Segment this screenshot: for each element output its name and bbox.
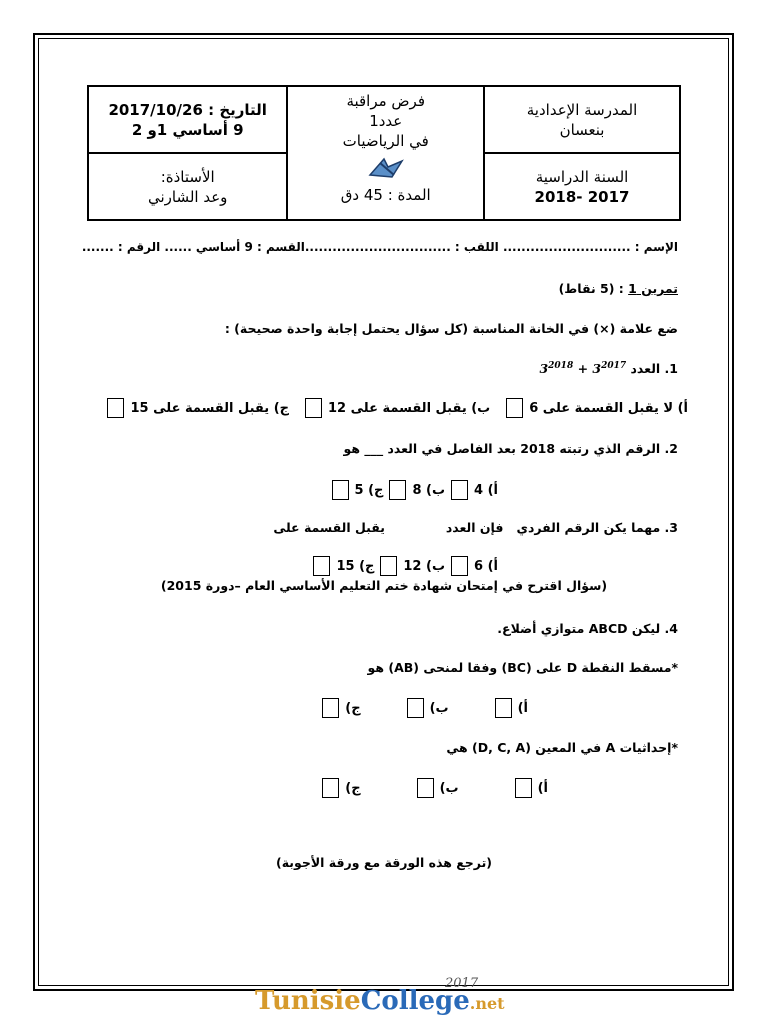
q3-checkbox-c[interactable] — [313, 556, 330, 576]
closing-note: (ترجع هذه الورقة مع ورقة الأجوبة) — [276, 855, 492, 870]
q2-options — [326, 480, 498, 500]
q1-options — [101, 398, 688, 418]
q3-option-b: ب) 12 — [403, 558, 446, 574]
q4-sub2-checkbox-b[interactable] — [417, 778, 434, 798]
q3-stem — [273, 520, 678, 535]
q3-source-note: (سؤال اقترح في إمتحان شهادة ختم التعليم الأساسي العام –دورة 2015) — [160, 578, 608, 593]
q1-stem — [539, 361, 678, 376]
watermark-year: 2017 — [445, 976, 479, 991]
date-cell — [88, 86, 287, 153]
exercise-title — [559, 281, 678, 296]
logo-icon — [292, 151, 479, 185]
q4-sub1-option-a: أ) — [517, 700, 528, 716]
q1-checkbox-b[interactable] — [305, 398, 322, 418]
q1-option-c: ج) يقبل القسمة على 15 — [130, 400, 290, 416]
q4-sub1-checkbox-c[interactable] — [322, 698, 339, 718]
exercise-points: : (5 نقاط) — [558, 281, 629, 296]
q4-sub1-option-b: ب) — [429, 700, 449, 716]
q4-sub1-option-c: ج) — [345, 700, 361, 716]
teacher-label: الأستاذة: — [160, 167, 215, 186]
exam-duration: المدة : 45 دق — [340, 186, 431, 204]
school-cell — [484, 86, 680, 153]
q2-checkbox-b[interactable] — [389, 480, 406, 500]
exercise-instruction: ضع علامة (×) في الخانة المناسبة (كل سؤال يحتمل إجابة واحدة صحيحة) : — [224, 321, 678, 336]
q4-sub2-option-a: أ) — [537, 780, 548, 796]
q2-checkbox-c[interactable] — [332, 480, 349, 500]
q2-option-c: ج) 5 — [354, 482, 384, 498]
q4-sub1-options — [316, 698, 528, 718]
year-cell — [484, 153, 680, 220]
q1-checkbox-c[interactable] — [107, 398, 124, 418]
q4-sub2-option-c: ج) — [345, 780, 361, 796]
q4-sub2-checkbox-a[interactable] — [515, 778, 532, 798]
exercise-label: تمرين 1 — [628, 281, 678, 296]
q2-option-b: ب) 8 — [412, 482, 446, 498]
exam-header-table — [87, 85, 681, 221]
q3-stem-a: 3. مهما يكن الرقم الفردي — [516, 520, 678, 535]
q2-option-a: أ) 4 — [474, 482, 498, 498]
school-town: بنعسان — [559, 120, 605, 139]
q2-checkbox-a[interactable] — [451, 480, 468, 500]
class-level: 9 أساسي 1و 2 — [131, 120, 244, 139]
student-info-line: الإسم : ............................ اللقب : ................................القسم : 9 أساسي ...... الرقم : ....... — [81, 240, 678, 254]
school-year: 2017 -2018 — [534, 187, 630, 206]
watermark-word2: College — [360, 986, 470, 1016]
q1-expression: $3^{2018} + 3^{2017}$ — [539, 361, 627, 377]
q3-options — [307, 556, 498, 576]
exam-number: عدد1 — [369, 112, 403, 130]
q4-stem: 4. ليكن ABCD متوازي أضلاع. — [497, 621, 678, 636]
q3-option-c: ج) 15 — [336, 558, 375, 574]
q3-checkbox-b[interactable] — [380, 556, 397, 576]
q4-sub1: *مسقط النقطة D على (BC) وفقا لمنحى (AB) هو — [367, 660, 678, 675]
q3-stem-c: يقبل القسمة على — [273, 520, 385, 535]
q1-option-b: ب) يقبل القسمة على 12 — [328, 400, 491, 416]
q4-sub2: *إحداثيات A في المعين (D, C, A) هي — [446, 740, 678, 755]
q4-sub2-options — [316, 778, 548, 798]
q1-checkbox-a[interactable] — [506, 398, 523, 418]
q4-sub2-option-b: ب) — [439, 780, 459, 796]
exam-date: التاريخ : 2017/10/26 — [108, 100, 267, 119]
watermark-word1: Tunisie — [255, 986, 361, 1016]
q1-stem-text: 1. العدد — [630, 361, 678, 377]
q3-stem-b: فإن العدد — [445, 520, 504, 535]
school-name: المدرسة الإعدادية — [526, 100, 638, 119]
exam-title-cell — [287, 86, 484, 220]
teacher-name: وعد الشارني — [147, 187, 228, 206]
q4-sub2-checkbox-c[interactable] — [322, 778, 339, 798]
q1-option-a: أ) لا يقبل القسمة على 6 — [529, 400, 688, 416]
q3-option-a: أ) 6 — [474, 558, 498, 574]
exam-type: فرض مراقبة — [346, 92, 426, 110]
watermark-tld: .net — [469, 994, 505, 1013]
exam-subject: في الرياضيات — [342, 132, 429, 150]
q4-sub1-checkbox-a[interactable] — [495, 698, 512, 718]
teacher-cell — [88, 153, 287, 220]
q2-stem: 2. الرقم الذي رتبته 2018 بعد الفاصل في العدد ___ هو — [343, 441, 678, 456]
watermark-logo — [255, 986, 505, 1016]
school-year-label: السنة الدراسية — [535, 167, 629, 186]
q4-sub1-checkbox-b[interactable] — [407, 698, 424, 718]
q3-checkbox-a[interactable] — [451, 556, 468, 576]
